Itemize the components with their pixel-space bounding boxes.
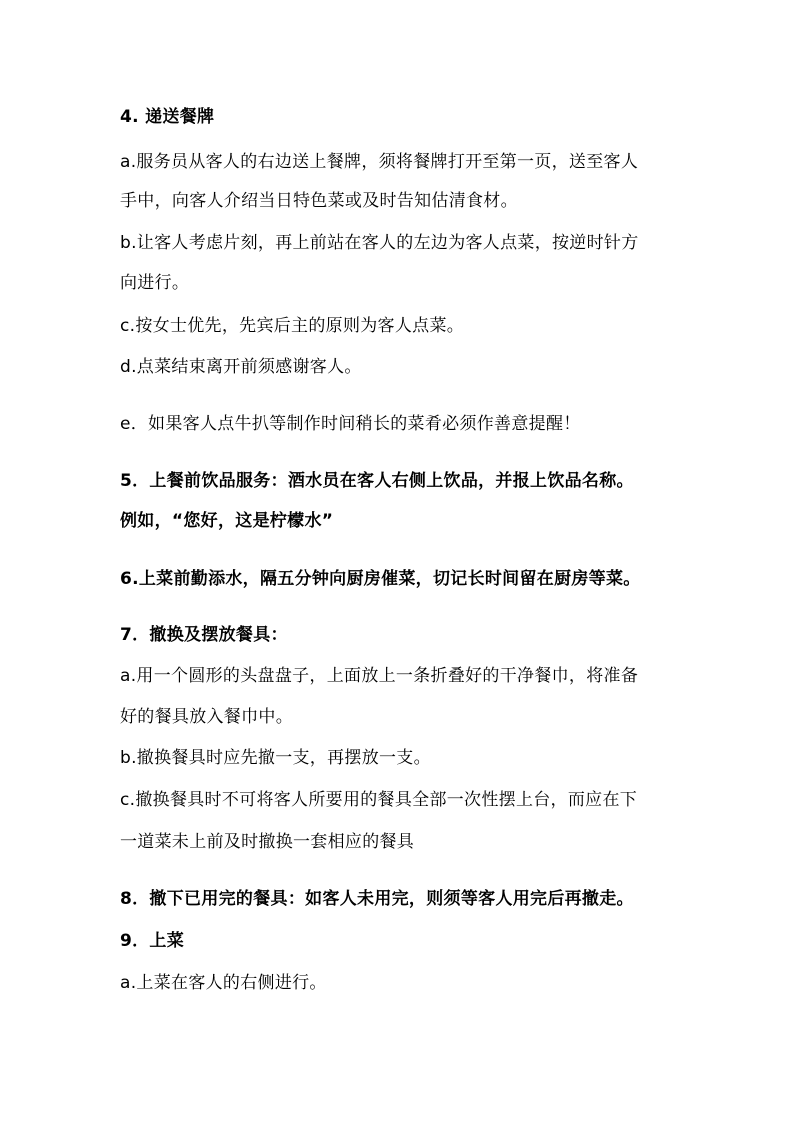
heading-8: 8．撤下已用完的餐具：如客人未用完，则须等客人用完后再撤走。 [120, 889, 634, 909]
heading-5-example: 例如，“您好，这是柠檬水” [120, 511, 334, 531]
text-line: 手中，向客人介绍当日特色菜或及时告知估清食材。 [120, 191, 518, 211]
text-line: a.用一个圆形的头盘盘子，上面放上一条折叠好的干净餐巾，将准备 [120, 666, 639, 686]
text-line: 好的餐具放入餐巾中。 [120, 707, 293, 727]
text-line: 向进行。 [120, 273, 190, 293]
heading-6: 6.上菜前勤添水，隔五分钟向厨房催菜，切记长时间留在厨房等菜。 [120, 569, 641, 589]
text-line: 一道菜未上前及时撤换一套相应的餐具 [120, 832, 415, 852]
text-line: d.点菜结束离开前须感谢客人。 [120, 357, 362, 377]
text-line: a.服务员从客人的右边送上餐牌，须将餐牌打开至第一页，送至客人 [120, 152, 639, 172]
text-line: b.撤换餐具时应先撤一支，再摆放一支。 [120, 748, 431, 768]
text-line: b.让客人考虑片刻，再上前站在客人的左边为客人点菜，按逆时针方 [120, 233, 639, 253]
heading-4: 4. 递送餐牌 [120, 107, 215, 127]
text-line: c.撤换餐具时不可将客人所要用的餐具全部一次性摆上台，而应在下 [120, 790, 638, 810]
heading-5: 5．上餐前饮品服务：酒水员在客人右侧上饮品，并报上饮品名称。 [120, 471, 634, 491]
text-line: a.上菜在客人的右侧进行。 [120, 973, 327, 993]
heading-7: 7．撤换及摆放餐具： [120, 625, 288, 645]
text-line: c.按女士优先，先宾后主的原则为客人点菜。 [120, 316, 465, 336]
heading-9: 9．上菜 [120, 931, 185, 951]
text-line: e．如果客人点牛扒等制作时间稍长的菜肴必须作善意提醒！ [120, 414, 581, 434]
